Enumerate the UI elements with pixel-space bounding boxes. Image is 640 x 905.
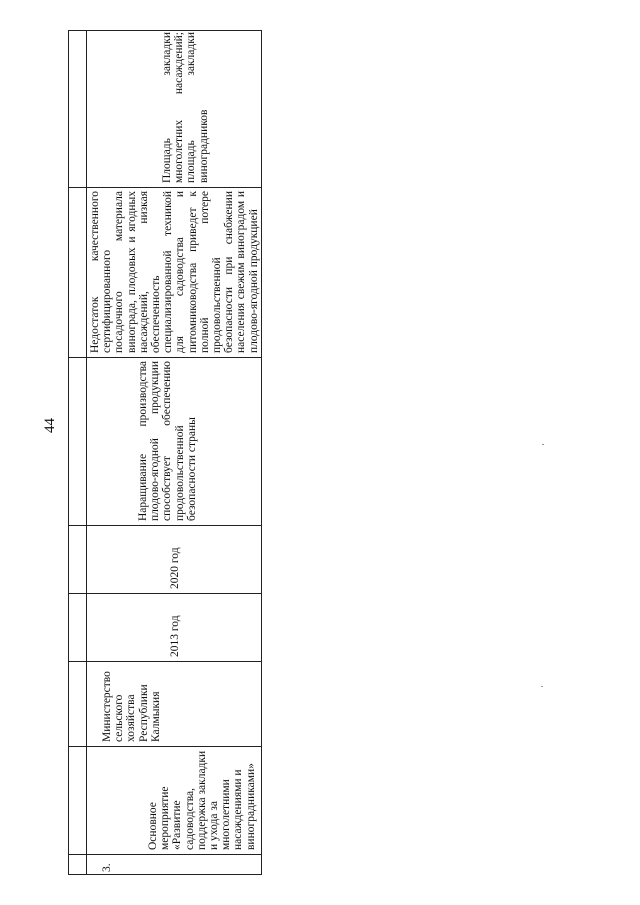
indicator-cell: Площадь закладки многолетних насаждений; площадь закладки виноградников (161, 32, 210, 183)
expected-result-cell: Наращивание производства плодово-ягодной продукции способствует обеспечению продовольственной безопасности страны (87, 357, 262, 525)
table-header-cell (69, 593, 87, 661)
start-year-cell: 2013 год (87, 593, 262, 661)
scan-speck (541, 686, 543, 687)
row-index-cell: 3. (87, 854, 262, 874)
table-header-cell (69, 357, 87, 525)
table-header-cell (69, 187, 87, 357)
responsible-executor-cell: Министерство сельского хозяйства Республики Калмыкия (87, 661, 262, 746)
table-grid (68, 30, 262, 875)
table-header-cell (69, 30, 87, 187)
table-header-cell (69, 746, 87, 854)
end-year-cell: 2020 год (87, 525, 262, 593)
table-header-cell (69, 525, 87, 593)
page-number-text: 44 (41, 417, 58, 433)
consequence-cell: Недостаток качественного сертифицированного посадочного материала винограда, плодовых и ягодных насаждений, низкая обеспеченность специализированной техникой для садоводства и питомниководства приведет к полной потере продовольственной безопасности при снабжении населения свежим виноградом и плодово-ягодной продукцией (87, 187, 262, 357)
table-header-cell (69, 854, 87, 874)
measure-name-cell: Основное мероприятие «Развитие садоводства, поддержка закладки и ухода за многолетними насаждениями и виноградниками» (87, 746, 262, 854)
scan-speck (542, 444, 544, 445)
page-number (40, 405, 60, 445)
table-header-cell (69, 661, 87, 746)
program-table (68, 30, 262, 875)
